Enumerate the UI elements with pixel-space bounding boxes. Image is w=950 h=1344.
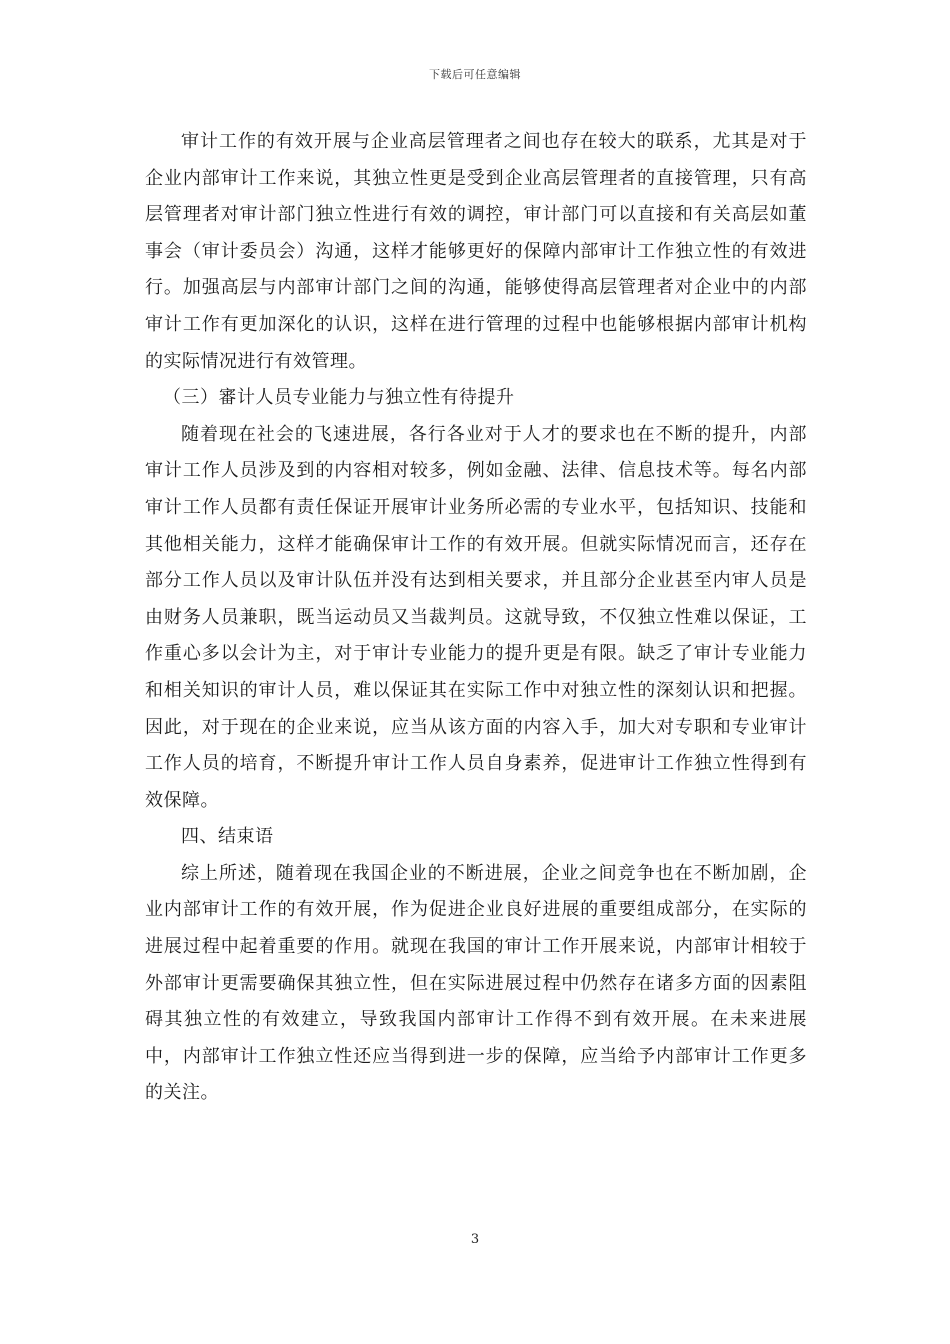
page-header: 下载后可任意编辑	[429, 68, 521, 81]
paragraph-leadership-communication: 审计工作的有效开展与企业高层管理者之间也存在较大的联系，尤其是对于企业内部审计工作来说，其独立性更是受到企业高层管理者的直接管理，只有高层管理者对审计部门独立性进行有效的调控，审计部门可以直接和有关高层如董事会（审计委员会）沟通，这样才能够更好的保障内部审计工作独立性的有效进行。加强高层与内部审计部门之间的沟通，能够使得高层管理者对企业中的内部审计工作有更加深化的认识，这样在进行管理的过程中也能够根据内部审计机构的实际情况进行有效管理。	[145, 131, 807, 372]
section-heading-auditor-competence: （三）審计人员专业能力与独立性有待提升	[163, 387, 515, 409]
section-heading-conclusion: 四、结束语	[181, 826, 274, 848]
paragraph-auditor-competence: 随着现在社会的飞速进展，各行各业对于人才的要求也在不断的提升，内部审计工作人员涉及到的内容相对较多，例如金融、法律、信息技术等。每名内部审计工作人员都有责任保证开展审计业务所必需的专业水平，包括知识、技能和其他相关能力，这样才能确保审计工作的有效开展。但就实际情况而言，还存在部分工作人员以及审计队伍并没有达到相关要求，并且部分企业甚至内审人员是由财务人员兼职，既当运动员又当裁判员。这就导致，不仅独立性难以保证，工作重心多以会计为主，对于审计专业能力的提升更是有限。缺乏了审计专业能力和相关知识的审计人员，难以保证其在实际工作中对独立性的深刻认识和把握。因此，对于现在的企业来说，应当从该方面的内容入手，加大对专职和专业审计工作人员的培育，不断提升审计工作人员自身素养，促进审计工作独立性得到有效保障。	[145, 423, 807, 811]
paragraph-conclusion: 综上所述，随着现在我国企业的不断进展，企业之间竞争也在不断加剧，企业内部审计工作的有效开展，作为促进企业良好进展的重要组成部分，在实际的进展过程中起着重要的作用。就现在我国的审计工作开展来说，内部审计相较于外部审计更需要确保其独立性，但在实际进展过程中仍然存在诸多方面的因素阻碍其独立性的有效建立，导致我国内部审计工作得不到有效开展。在未来进展中，内部审计工作独立性还应当得到进一步的保障，应当给予内部审计工作更多的关注。	[145, 862, 807, 1104]
page-number: 3	[470, 1232, 480, 1247]
document-body	[145, 124, 807, 1112]
